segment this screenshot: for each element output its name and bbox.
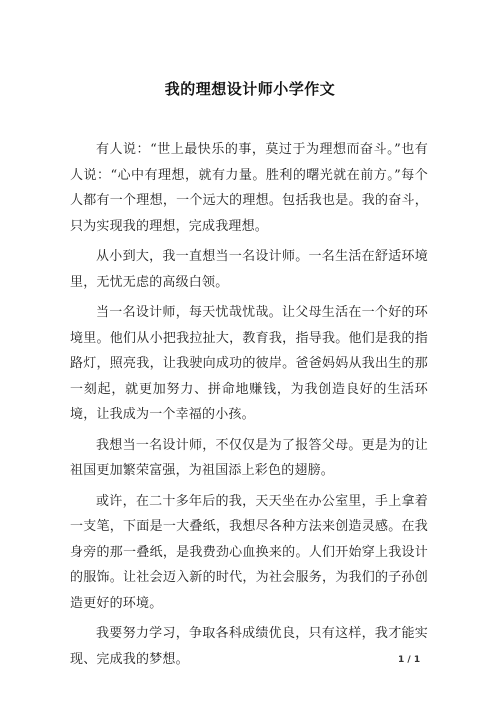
document-body [70,137,428,677]
paragraph-3: 当一名设计师，每天忧哉忧哉。让父母生活在一个好的环境里。他们从小把我拉扯大，教育我，指导我。他们是我的指路灯，照亮我，让我驶向成功的彼岸。爸爸妈妈从我出生的那一刻起，就更加努力、拼命地赚钱，为我创造良好的生活环境，让我成为一个幸福的小孩。 [70,305,428,422]
paragraph-4: 我想当一名设计师，不仅仅是为了报答父母。更是为的让祖国更加繁荣富强，为祖国添上彩色的翅膀。 [70,437,428,478]
paragraph-2: 从小到大，我一直想当一名设计师。一名生活在舒适环境里，无忧无虑的高级白领。 [70,249,428,290]
document-title: 我的理想设计师小学作文 [164,80,336,98]
page-number: 1 / 1 [398,655,421,665]
paragraph-1: 有人说：“世上最快乐的事，莫过于为理想而奋斗。”也有人说：“心中有理想，就有力量。胜利的曙光就在前方。”每个人都有一个理想，一个远大的理想。包括我也是。我的奋斗，只为实现我的理想，完成我理想。 [70,142,428,234]
paragraph-5: 或许，在二十多年后的我，天天坐在办公室里，手上拿着一支笔，下面是一大叠纸，我想尽各种方法来创造灵感。在我身旁的那一叠纸，是我费劲心血换来的。人们开始穿上我设计的服饰。让社会迈入新的时代，为社会服务，为我们的子孙创造更好的环境。 [70,493,428,611]
paragraph-6: 我要努力学习，争取各科成绩优良，只有这样，我才能实现、完成我的梦想。 [70,626,428,667]
